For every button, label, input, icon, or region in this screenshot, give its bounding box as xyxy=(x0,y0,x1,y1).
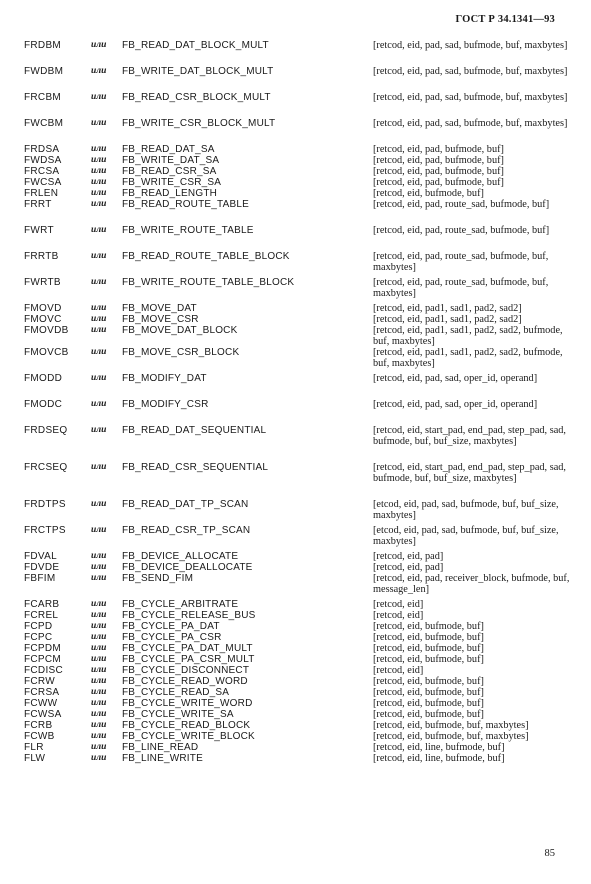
function-name: FB_WRITE_DAT_BLOCK_MULT xyxy=(122,66,274,77)
function-abbreviation: FWRTB xyxy=(24,277,61,288)
or-word: или xyxy=(91,399,107,409)
function-abbreviation: FWCBM xyxy=(24,118,64,129)
table-row xyxy=(24,499,570,521)
table-row xyxy=(24,720,570,731)
function-abbreviation: FRDSEQ xyxy=(24,425,68,436)
table-row xyxy=(24,665,570,676)
function-abbreviation: FCRW xyxy=(24,676,56,687)
function-abbreviation: FMOVCB xyxy=(24,347,69,358)
function-abbreviation: FCWB xyxy=(24,731,55,742)
table-row xyxy=(24,251,570,273)
or-word: или xyxy=(91,731,107,741)
function-abbreviation: FCDISC xyxy=(24,665,64,676)
or-word: или xyxy=(91,251,107,261)
function-parameters: [retcod, eid, pad, bufmode, buf] xyxy=(373,177,504,188)
or-word: или xyxy=(91,499,107,509)
table-row xyxy=(24,199,570,221)
function-abbreviation: FRRT xyxy=(24,199,52,210)
function-parameters: [retcod, eid, pad, receiver_block, bufmode, buf, message_len] xyxy=(373,573,570,595)
function-abbreviation: FCPDM xyxy=(24,643,62,654)
or-word: или xyxy=(91,621,107,631)
table-row xyxy=(24,551,570,562)
function-name: FB_WRITE_CSR_BLOCK_MULT xyxy=(122,118,276,129)
function-name: FB_READ_CSR_SEQUENTIAL xyxy=(122,462,269,473)
function-parameters: [retcod, eid, bufmode, buf] xyxy=(373,632,484,643)
function-abbreviation: FCARB xyxy=(24,599,60,610)
table-row xyxy=(24,525,570,547)
or-word: или xyxy=(91,562,107,572)
function-parameters: [retcod, eid, pad, sad, oper_id, operand] xyxy=(373,399,538,410)
table-row xyxy=(24,709,570,720)
table-row xyxy=(24,225,570,247)
function-abbreviation: FRCBM xyxy=(24,92,62,103)
or-word: или xyxy=(91,166,107,176)
function-name: FB_CYCLE_PA_CSR_MULT xyxy=(122,654,255,665)
function-parameters: [retcod, eid] xyxy=(373,665,424,676)
or-word: или xyxy=(91,40,107,50)
table-row xyxy=(24,188,570,199)
table-row xyxy=(24,462,570,495)
function-parameters: [retcod, eid, pad, route_sad, bufmode, buf, maxbytes] xyxy=(373,251,549,273)
function-abbreviation: FCWW xyxy=(24,698,58,709)
function-abbreviation: FLW xyxy=(24,753,46,764)
function-parameters: [retcod, eid, bufmode, buf, maxbytes] xyxy=(373,731,529,742)
or-word: или xyxy=(91,698,107,708)
function-name: FB_CYCLE_PA_DAT xyxy=(122,621,220,632)
function-parameters: [retcod, eid] xyxy=(373,599,424,610)
or-word: или xyxy=(91,525,107,535)
function-abbreviation: FRDTPS xyxy=(24,499,66,510)
function-name: FB_MOVE_CSR_BLOCK xyxy=(122,347,240,358)
table-row xyxy=(24,166,570,177)
function-name: FB_READ_CSR_SA xyxy=(122,166,217,177)
table-row xyxy=(24,599,570,610)
function-parameters: [retcod, eid] xyxy=(373,610,424,621)
function-parameters: [retcod, eid, pad1, sad1, pad2, sad2, bufmode, buf, maxbytes] xyxy=(373,347,563,369)
or-word: или xyxy=(91,144,107,154)
function-name: FB_READ_DAT_SEQUENTIAL xyxy=(122,425,267,436)
function-table xyxy=(24,40,570,764)
page-number: 85 xyxy=(544,848,555,859)
table-row xyxy=(24,155,570,166)
table-row xyxy=(24,425,570,458)
function-parameters: [retcod, eid, pad1, sad1, pad2, sad2, bufmode, buf, maxbytes] xyxy=(373,325,563,347)
function-name: FB_WRITE_DAT_SA xyxy=(122,155,220,166)
function-parameters: [retcod, eid, pad] xyxy=(373,551,444,562)
function-name: FB_CYCLE_WRITE_WORD xyxy=(122,698,253,709)
function-name: FB_WRITE_ROUTE_TABLE_BLOCK xyxy=(122,277,295,288)
function-name: FB_READ_CSR_TP_SCAN xyxy=(122,525,251,536)
table-row xyxy=(24,314,570,325)
function-parameters: [retcod, eid, pad, bufmode, buf] xyxy=(373,155,504,166)
function-name: FB_CYCLE_READ_BLOCK xyxy=(122,720,251,731)
table-row xyxy=(24,92,570,114)
table-row xyxy=(24,610,570,621)
function-name: FB_READ_LENGTH xyxy=(122,188,218,199)
table-row xyxy=(24,742,570,753)
function-parameters: [etcod, eid, pad, sad, bufmode, buf, buf_size, maxbytes] xyxy=(373,525,559,547)
function-abbreviation: FMODD xyxy=(24,373,63,384)
function-parameters: [retcod, eid, pad1, sad1, pad2, sad2] xyxy=(373,303,522,314)
or-word: или xyxy=(91,155,107,165)
table-row xyxy=(24,40,570,62)
function-name: FB_READ_DAT_SA xyxy=(122,144,215,155)
function-name: FB_CYCLE_PA_DAT_MULT xyxy=(122,643,253,654)
table-row xyxy=(24,399,570,421)
table-row xyxy=(24,753,570,764)
table-row xyxy=(24,676,570,687)
or-word: или xyxy=(91,709,107,719)
function-parameters: [retcod, eid, line, bufmode, buf] xyxy=(373,753,505,764)
function-name: FB_CYCLE_RELEASE_BUS xyxy=(122,610,256,621)
function-abbreviation: FDVDE xyxy=(24,562,60,573)
function-parameters: [retcod, eid, pad, bufmode, buf] xyxy=(373,144,504,155)
function-name: FB_LINE_READ xyxy=(122,742,199,753)
or-word: или xyxy=(91,347,107,357)
function-abbreviation: FCPD xyxy=(24,621,53,632)
function-abbreviation: FWCSA xyxy=(24,177,62,188)
function-name: FB_MODIFY_CSR xyxy=(122,399,209,410)
function-abbreviation: FCREL xyxy=(24,610,59,621)
function-abbreviation: FCRB xyxy=(24,720,53,731)
table-row xyxy=(24,698,570,709)
function-abbreviation: FMOVDB xyxy=(24,325,69,336)
function-parameters: [retcod, eid, pad, route_sad, bufmode, buf] xyxy=(373,199,550,210)
table-row xyxy=(24,562,570,573)
function-abbreviation: FMODC xyxy=(24,399,63,410)
function-name: FB_MOVE_DAT xyxy=(122,303,197,314)
function-parameters: [etcod, eid, pad, sad, bufmode, buf, buf_size, maxbytes] xyxy=(373,499,559,521)
function-name: FB_CYCLE_ARBITRATE xyxy=(122,599,239,610)
or-word: или xyxy=(91,654,107,664)
function-abbreviation: FDVAL xyxy=(24,551,57,562)
table-row xyxy=(24,144,570,155)
table-row xyxy=(24,573,570,595)
table-row xyxy=(24,687,570,698)
table-row xyxy=(24,118,570,140)
function-abbreviation: FMOVC xyxy=(24,314,62,325)
or-word: или xyxy=(91,225,107,235)
function-parameters: [retcod, eid, bufmode, buf, maxbytes] xyxy=(373,720,529,731)
function-name: FB_DEVICE_ALLOCATE xyxy=(122,551,239,562)
function-parameters: [retcod, eid, bufmode, buf] xyxy=(373,687,484,698)
function-name: FB_READ_ROUTE_TABLE_BLOCK xyxy=(122,251,290,262)
function-name: FB_CYCLE_PA_CSR xyxy=(122,632,222,643)
function-parameters: [retcod, eid, pad, sad, bufmode, buf, maxbytes] xyxy=(373,66,568,77)
or-word: или xyxy=(91,199,107,209)
table-row xyxy=(24,177,570,188)
table-row xyxy=(24,643,570,654)
table-row xyxy=(24,373,570,395)
function-abbreviation: FRLEN xyxy=(24,188,59,199)
or-word: или xyxy=(91,599,107,609)
function-parameters: [retcod, eid, bufmode, buf] xyxy=(373,621,484,632)
function-parameters: [retcod, eid, pad, sad, bufmode, buf, maxbytes] xyxy=(373,92,568,103)
or-word: или xyxy=(91,610,107,620)
or-word: или xyxy=(91,314,107,324)
function-name: FB_CYCLE_READ_SA xyxy=(122,687,230,698)
function-parameters: [retcod, eid, pad, sad, bufmode, buf, maxbytes] xyxy=(373,40,568,51)
table-row xyxy=(24,325,570,347)
function-abbreviation: FRCSEQ xyxy=(24,462,68,473)
function-name: FB_SEND_FIM xyxy=(122,573,194,584)
function-name: FB_DEVICE_DEALLOCATE xyxy=(122,562,253,573)
function-abbreviation: FRRTB xyxy=(24,251,59,262)
function-abbreviation: FRDBM xyxy=(24,40,62,51)
or-word: или xyxy=(91,177,107,187)
table-row xyxy=(24,654,570,665)
function-parameters: [retcod, eid, pad] xyxy=(373,562,444,573)
table-row xyxy=(24,303,570,314)
or-word: или xyxy=(91,277,107,287)
function-parameters: [retcod, eid, pad, bufmode, buf] xyxy=(373,166,504,177)
function-parameters: [retcod, eid, bufmode, buf] xyxy=(373,676,484,687)
or-word: или xyxy=(91,676,107,686)
function-name: FB_WRITE_ROUTE_TABLE xyxy=(122,225,254,236)
or-word: или xyxy=(91,687,107,697)
function-parameters: [retcod, eid, start_pad, end_pad, step_pad, sad, bufmode, buf, buf_size, maxbytes] xyxy=(373,425,567,447)
or-word: или xyxy=(91,425,107,435)
function-name: FB_WRITE_CSR_SA xyxy=(122,177,222,188)
function-name: FB_READ_DAT_TP_SCAN xyxy=(122,499,249,510)
or-word: или xyxy=(91,462,107,472)
or-word: или xyxy=(91,373,107,383)
table-row xyxy=(24,621,570,632)
function-parameters: [retcod, eid, pad1, sad1, pad2, sad2] xyxy=(373,314,522,325)
or-word: или xyxy=(91,632,107,642)
or-word: или xyxy=(91,742,107,752)
function-parameters: [retcod, eid, bufmode, buf] xyxy=(373,188,484,199)
or-word: или xyxy=(91,188,107,198)
function-name: FB_CYCLE_DISCONNECT xyxy=(122,665,250,676)
or-word: или xyxy=(91,118,107,128)
function-abbreviation: FCPC xyxy=(24,632,53,643)
function-abbreviation: FCPCM xyxy=(24,654,62,665)
function-parameters: [retcod, eid, pad, sad, oper_id, operand] xyxy=(373,373,538,384)
table-row xyxy=(24,66,570,88)
function-abbreviation: FCRSA xyxy=(24,687,60,698)
function-abbreviation: FBFIM xyxy=(24,573,56,584)
or-word: или xyxy=(91,753,107,763)
document-header: ГОСТ Р 34.1341—93 xyxy=(455,14,555,25)
or-word: или xyxy=(91,303,107,313)
or-word: или xyxy=(91,665,107,675)
function-abbreviation: FLR xyxy=(24,742,44,753)
function-name: FB_READ_DAT_BLOCK_MULT xyxy=(122,40,269,51)
function-name: FB_MOVE_DAT_BLOCK xyxy=(122,325,238,336)
function-abbreviation: FWDBM xyxy=(24,66,64,77)
function-parameters: [retcod, eid, pad, route_sad, bufmode, buf, maxbytes] xyxy=(373,277,549,299)
function-parameters: [retcod, eid, bufmode, buf] xyxy=(373,709,484,720)
or-word: или xyxy=(91,720,107,730)
function-abbreviation: FWRT xyxy=(24,225,54,236)
function-parameters: [retcod, eid, start_pad, end_pad, step_pad, sad, bufmode, buf, buf_size, maxbytes] xyxy=(373,462,567,484)
function-abbreviation: FWDSA xyxy=(24,155,62,166)
function-abbreviation: FCWSA xyxy=(24,709,62,720)
function-name: FB_CYCLE_WRITE_SA xyxy=(122,709,234,720)
or-word: или xyxy=(91,551,107,561)
function-name: FB_READ_ROUTE_TABLE xyxy=(122,199,249,210)
table-row xyxy=(24,347,570,369)
or-word: или xyxy=(91,573,107,583)
function-name: FB_LINE_WRITE xyxy=(122,753,203,764)
function-name: FB_MODIFY_DAT xyxy=(122,373,207,384)
or-word: или xyxy=(91,643,107,653)
function-parameters: [retcod, eid, pad, route_sad, bufmode, buf] xyxy=(373,225,550,236)
function-parameters: [retcod, eid, bufmode, buf] xyxy=(373,643,484,654)
function-abbreviation: FRCTPS xyxy=(24,525,66,536)
table-row xyxy=(24,632,570,643)
function-name: FB_READ_CSR_BLOCK_MULT xyxy=(122,92,271,103)
function-name: FB_CYCLE_WRITE_BLOCK xyxy=(122,731,255,742)
table-row xyxy=(24,731,570,742)
function-abbreviation: FMOVD xyxy=(24,303,62,314)
function-parameters: [retcod, eid, pad, sad, bufmode, buf, maxbytes] xyxy=(373,118,568,129)
function-name: FB_CYCLE_READ_WORD xyxy=(122,676,248,687)
table-row xyxy=(24,277,570,299)
function-abbreviation: FRCSA xyxy=(24,166,60,177)
or-word: или xyxy=(91,92,107,102)
function-parameters: [retcod, eid, line, bufmode, buf] xyxy=(373,742,505,753)
function-parameters: [retcod, eid, bufmode, buf] xyxy=(373,698,484,709)
function-abbreviation: FRDSA xyxy=(24,144,60,155)
function-parameters: [retcod, eid, bufmode, buf] xyxy=(373,654,484,665)
function-name: FB_MOVE_CSR xyxy=(122,314,199,325)
or-word: или xyxy=(91,325,107,335)
or-word: или xyxy=(91,66,107,76)
